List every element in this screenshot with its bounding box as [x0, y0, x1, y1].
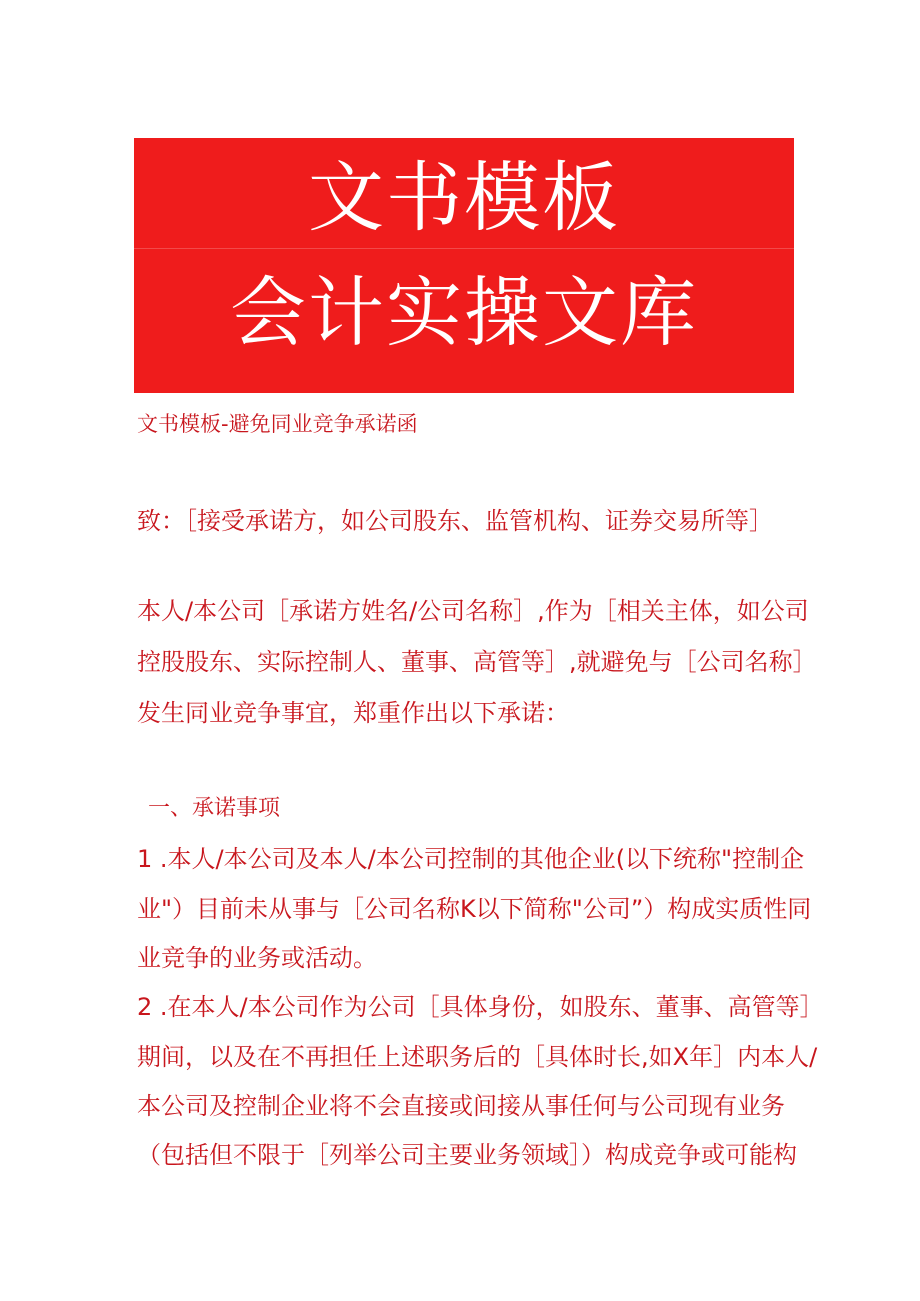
item-2-line-1: 2 .在本人/本公司作为公司［具体身份，如股东、董事、高管等］ [137, 993, 824, 1021]
banner-subtitle: 会计实操文库 [230, 268, 698, 357]
banner-divider [134, 248, 794, 249]
document-title: 文书模板-避免同业竞争承诺函 [137, 412, 418, 436]
item-1-line-1: 1 .本人/本公司及本人/本公司控制的其他企业(以下统称"控制企 [137, 845, 805, 873]
intro-line-1: 本人/本公司［承诺方姓名/公司名称］,作为［相关主体，如公司 [137, 597, 809, 625]
intro-line-2: 控股股东、实际控制人、董事、高管等］,就避免与［公司名称］ [137, 648, 817, 676]
item-1-line-3: 业竞争的业务或活动。 [137, 944, 377, 972]
intro-line-3: 发生同业竞争事宜，郑重作出以下承诺： [137, 699, 569, 727]
salutation: 致：［接受承诺方，如公司股东、监管机构、证券交易所等］ [137, 507, 773, 535]
item-2-line-4: （包括但不限于［列举公司主要业务领域］）构成竞争或可能构 [137, 1141, 797, 1169]
section-heading: 一、承诺事项 [148, 796, 281, 821]
template-banner [134, 138, 794, 393]
banner-title: 文书模板 [308, 153, 620, 242]
item-2-line-3: 本公司及控制企业将不会直接或间接从事任何与公司现有业务 [137, 1092, 785, 1120]
item-2-line-2: 期间，以及在不再担任上述职务后的［具体时长,如X年］内本人/ [137, 1043, 818, 1071]
item-1-line-2: 业"）目前未从事与［公司名称K以下简称"公司”）构成实质性同 [137, 895, 812, 923]
